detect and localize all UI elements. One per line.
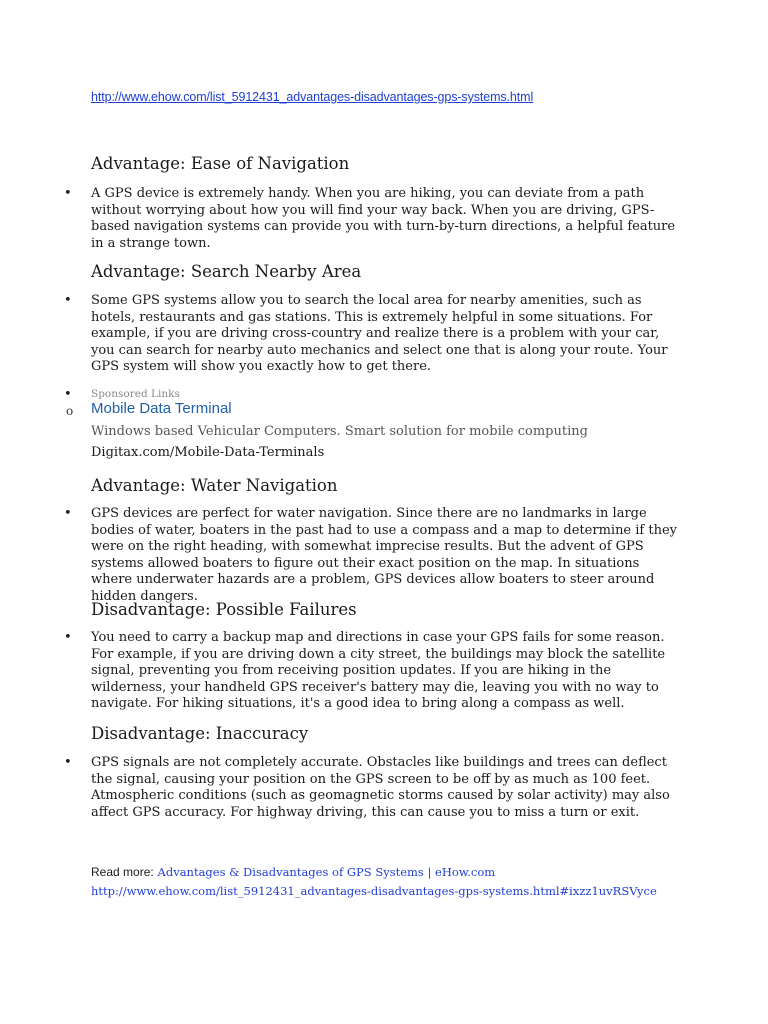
- section-heading: Advantage: Ease of Navigation: [91, 154, 350, 173]
- bullet-icon: •: [64, 387, 72, 402]
- list-item: [64, 186, 684, 252]
- ad-domain[interactable]: Digitax.com/Mobile-Data-Terminals: [91, 445, 325, 460]
- section-heading: Advantage: Search Nearby Area: [91, 262, 362, 281]
- section-text: GPS devices are perfect for water navigation. Since there are no landmarks in large bodies of water, boaters in the past had to use a compass and a map to determine if they were on the right heading, with somewhat imprecise results. But the advent of GPS systems allowed boaters to figure out their exact position on the map. In situations where underwater hazards are a problem, GPS devices allow boaters to steer around hidden dangers.: [91, 506, 677, 604]
- section-text: You need to carry a backup map and directions in case your GPS fails for some reason. For example, if you are driving down a city street, the buildings may block the satellite signal, preventing you from receiving position updates. If you are hiking in the wilderness, your handheld GPS receiver's battery may die, leaving you with no way to navigate. For hiking situations, it's a good idea to bring along a compass as well.: [91, 630, 666, 711]
- bullet-icon: •: [64, 506, 72, 521]
- sub-bullet-icon: o: [66, 404, 74, 418]
- section-text: A GPS device is extremely handy. When you are hiking, you can deviate from a path without worrying about how you will find your way back. When you are driving, GPS-based navigation systems can provide you with turn-by-turn directions, a helpful feature in a strange town.: [91, 186, 676, 251]
- section-heading: Disadvantage: Possible Failures: [91, 600, 357, 619]
- section-heading: Disadvantage: Inaccuracy: [91, 724, 309, 743]
- bullet-icon: •: [64, 630, 72, 645]
- bullet-icon: •: [64, 293, 72, 308]
- ad-description: Windows based Vehicular Computers. Smart solution for mobile computing: [91, 424, 588, 439]
- list-item: [64, 506, 684, 605]
- list-item: [64, 630, 684, 713]
- list-item: [64, 755, 684, 821]
- section-heading: Advantage: Water Navigation: [91, 476, 338, 495]
- section-text: GPS signals are not completely accurate. Obstacles like buildings and trees can deflect the signal, causing your position on the GPS screen to be off by as much as 100 feet. Atmospheric conditions (such as geomagnetic storms caused by solar activity) may also affect GPS accuracy. For highway driving, this can cause you to miss a turn or exit.: [91, 755, 670, 820]
- read-more-url-link[interactable]: http://www.ehow.com/list_5912431_advantages-disadvantages-gps-systems.html#ixzz1uvRSVyce: [91, 884, 657, 898]
- list-item: [64, 293, 684, 376]
- bullet-icon: •: [64, 755, 72, 770]
- sponsored-links-label: Sponsored Links: [91, 388, 180, 400]
- read-more: [91, 863, 691, 901]
- read-more-label: Read more:: [91, 865, 154, 879]
- read-more-title-link[interactable]: Advantages & Disadvantages of GPS Systems | eHow.com: [157, 865, 496, 879]
- ad-title-link[interactable]: Mobile Data Terminal: [91, 400, 232, 417]
- source-url-link[interactable]: http://www.ehow.com/list_5912431_advantages-disadvantages-gps-systems.html: [91, 90, 534, 104]
- bullet-icon: •: [64, 186, 72, 201]
- section-text: Some GPS systems allow you to search the local area for nearby amenities, such as hotels, restaurants and gas stations. This is extremely helpful in some situations. For example, if you are driving cross-country and realize there is a problem with your car, you can search for nearby auto mechanics and select one that is along your route. Your GPS system will show you exactly how to get there.: [91, 293, 668, 374]
